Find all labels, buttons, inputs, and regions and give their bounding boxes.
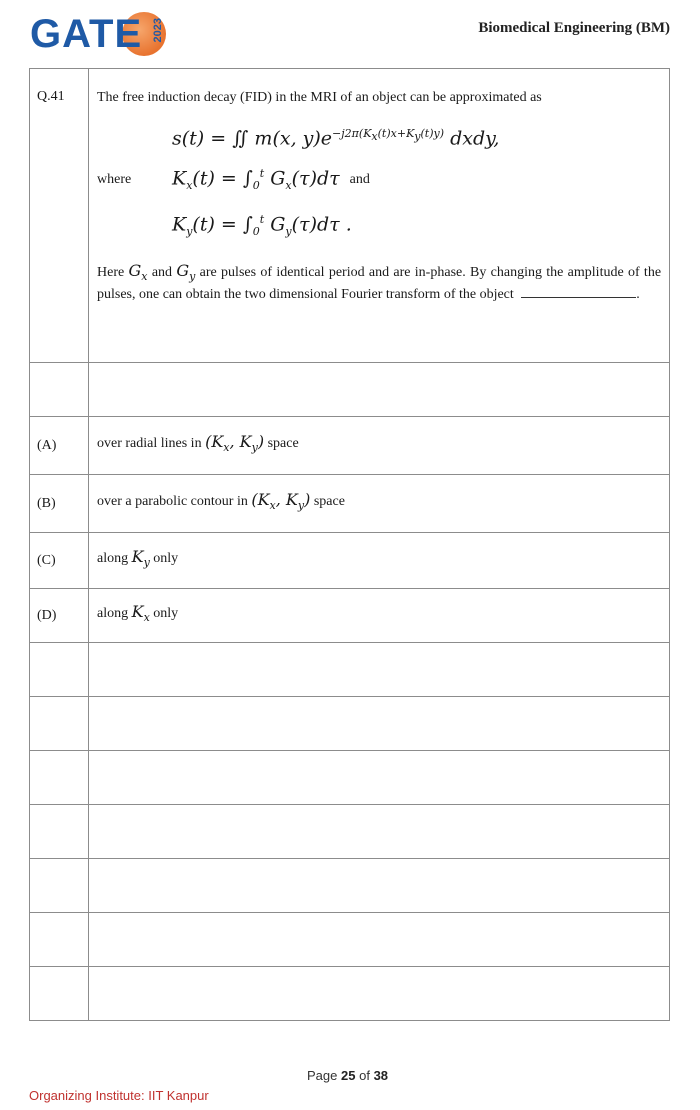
page-of: of: [359, 1068, 370, 1083]
blank-row: [30, 363, 670, 417]
option-label: (D): [30, 589, 89, 643]
blank-row: [30, 913, 670, 967]
empty-cell: [30, 697, 89, 751]
option-pre: over a parabolic contour in: [97, 494, 248, 510]
page-current: 25: [341, 1068, 356, 1083]
empty-cell: [30, 751, 89, 805]
option-pre: along: [97, 551, 129, 567]
equation-fid: s(t) = ∬ m(x, $y)e^{-j2\pi(K_x(t)x+K_y(t)y)}$ dxdy,: [172, 127, 500, 150]
subject-title: Biomedical Engineering (BM): [478, 20, 670, 36]
option-row-d[interactable]: [30, 589, 670, 643]
option-label: (A): [30, 417, 89, 475]
option-post: space: [267, 436, 299, 452]
gx-symbol: $G_x$: [128, 260, 148, 283]
question-intro: The free induction decay (FID) in the MRI of an object can be approximated as: [97, 90, 542, 105]
option-row-b[interactable]: [30, 475, 670, 533]
empty-cell: [89, 967, 670, 1021]
option-post: only: [153, 606, 179, 622]
empty-cell: [89, 643, 670, 697]
gate-logo: [30, 10, 164, 58]
blank-row: [30, 859, 670, 913]
empty-cell: [89, 751, 670, 805]
empty-cell: [30, 805, 89, 859]
empty-cell: [30, 859, 89, 913]
question-row: [30, 69, 670, 363]
option-math: $K_y$: [131, 547, 150, 570]
para-text: and: [151, 264, 173, 280]
option-row-a[interactable]: [30, 417, 670, 475]
blank-row: [30, 643, 670, 697]
option-post: only: [153, 551, 179, 567]
empty-cell: [89, 859, 670, 913]
para-text: Here: [97, 264, 125, 280]
logo-text: GATE: [30, 11, 143, 56]
option-label: (B): [30, 475, 89, 533]
empty-cell: [30, 363, 89, 417]
empty-cell: [89, 697, 670, 751]
empty-cell: [89, 363, 670, 417]
option-text: [89, 475, 670, 533]
para-text: are pulses of identical period and are in-phase. By changing the amplitude of the pulses, one can obtain the two dimensional Fourier transform of the object: [97, 264, 662, 302]
and-label: and: [349, 172, 370, 188]
where-label: where: [97, 172, 132, 188]
equation-kx-row: [97, 165, 661, 195]
empty-cell: [89, 913, 670, 967]
option-text: [89, 533, 670, 589]
question-body: [89, 69, 670, 363]
empty-cell: [89, 805, 670, 859]
option-pre: over radial lines in: [97, 436, 202, 452]
question-table: [29, 68, 670, 1021]
page-number: [307, 1068, 388, 1083]
blank-row: [30, 751, 670, 805]
option-pre: along: [97, 606, 129, 622]
equation-ky: $K_y(t) = \int_0^t$ $G_y(\tau)d\tau$ .: [172, 213, 352, 239]
logo-year: 2023: [152, 18, 164, 43]
blank-row: [30, 967, 670, 1021]
answer-blank: [521, 297, 636, 298]
equation-kx: $K_x(t) = \int_0^t$ $G_x(\tau)d\tau$: [172, 167, 340, 193]
option-math: ($K_x$, $K_y$): [251, 490, 311, 513]
blank-row: [30, 805, 670, 859]
page-total: 38: [373, 1068, 389, 1083]
page-prefix: Page: [307, 1068, 338, 1083]
question-number: Q.41: [30, 69, 89, 363]
option-math: $K_x$: [131, 602, 150, 625]
organizing-institute: Organizing Institute: IIT Kanpur: [29, 1088, 209, 1103]
para-end: .: [636, 286, 640, 302]
gy-symbol: $G_y$: [176, 260, 196, 283]
option-row-c[interactable]: [30, 533, 670, 589]
option-text: [89, 417, 670, 475]
empty-cell: [30, 967, 89, 1021]
empty-cell: [30, 643, 89, 697]
question-paragraph: [97, 262, 661, 304]
option-label: (C): [30, 533, 89, 589]
blank-row: [30, 697, 670, 751]
empty-cell: [30, 913, 89, 967]
option-math: ($K_x$, $K_y$): [205, 432, 265, 455]
option-post: space: [313, 494, 345, 510]
option-text: [89, 589, 670, 643]
